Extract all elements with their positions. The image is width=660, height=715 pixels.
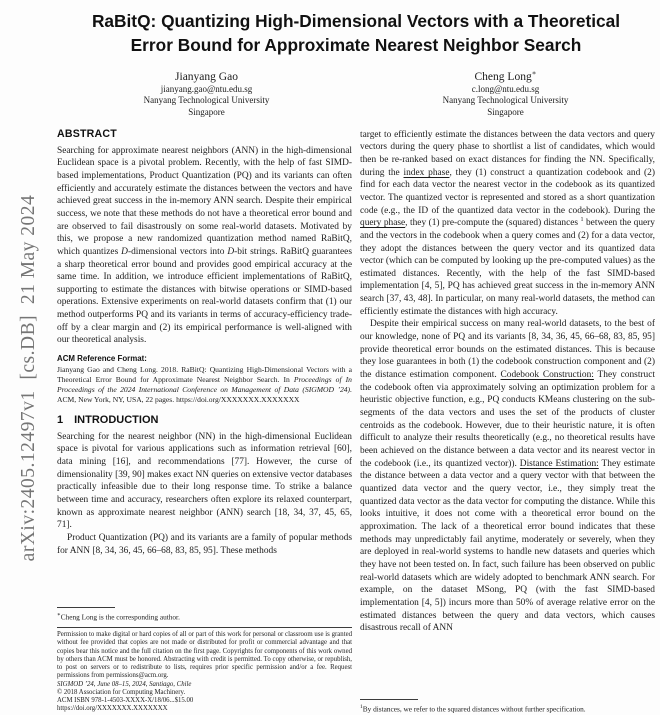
right-column (360, 126, 655, 714)
italic-term: D (121, 246, 128, 257)
text-segment: Jianyang Gao and Cheng Long. 2018. RaBitQ: Quantizing High-Dimensional Vectors with a Theoretical Error Bound for Approximate Nearest Neighbor Search. In (57, 365, 352, 385)
text-segment: Searching for approximate nearest neighbors (ANN) in the high-dimensional Euclidean space is a pivotal problem. Recently, with the help of fast SIMD-based implementations, Product Quantization (PQ) and its variants can often efficiently and accurately estimate the distances between the vectors and have achieved great success in the in-memory ANN search. Despite their empirical success, we note that these methods do not have a theoretical error bound and are observed to fail disastrously on some real-world datasets. Motivated by this, we propose a new randomized quantization method named RaBitQ, which quantizes (57, 145, 352, 257)
author-name (356, 66, 655, 84)
text-segment: They estimate the distance between a data vector and a query vector with that between the quantized data vector and the query vector, i.e., they simply treat the quantized data vector as the data vector for computing the distance. While this looks intuitive, it does not come with a theoretical error bound on the approximation. The lack of a theoretical error bound indicates that these methods may unpredictably fail anytime, moderately or severely, when they are deployed in real-world systems to handle new datasets and queries which they have not been tested on. In fact, such failure has been observed on public real-world datasets which are widely adopted to benchmark ANN search. For example, on the dataset MSong, PQ (with the fast SIMD-based implementation [4, 5]) incurs more than 50% of average relative error on the estimated distances between the query and data vectors, which causes disastrous recall of ANN (360, 458, 655, 634)
underlined-term: Distance Estimation: (519, 458, 599, 469)
italic-term: D (227, 246, 235, 257)
paper-title-line1: RaBitQ: Quantizing High-Dimensional Vectors with a Theoretical (91, 11, 621, 31)
acm-reference-text (57, 365, 352, 405)
text-segment: -dimensional vectors into (127, 246, 228, 257)
text-segment: -bit strings. RaBitQ guarantees a sharp theoretical error bound and provides good empirical accuracy at the same time. In addition, we introduce efficient implementations of RaBitQ, supporting to estimate the distances with bitwise operations or SIMD-based operations. Extensive experiments on real-world datasets confirm that (1) our method outperforms PQ and its variants in terms of accuracy-efficiency trade-off by a clear margin and (2) its empirical performance is well-aligned with our theoretical analysis. (57, 246, 352, 346)
footnote-rule (57, 607, 115, 608)
abstract-heading: ABSTRACT (57, 127, 117, 140)
footnote-text: By distances, we refer to the squared distances without further specification. (362, 704, 586, 714)
paper-content (57, 0, 655, 715)
two-column-layout (57, 126, 655, 714)
section-number: 1 (57, 413, 64, 426)
text-segment: They construct the codebook often via approximately solving an optimization problem for a heuristic objective function, e.g., PQ conducts KMeans clustering on the sub-segments of the data vectors and uses the set of the products of cluster centroids as the codebook. However, due to their heuristic nature, it is often difficult to analyze their results theoretically (e.g., no theoretical results have been achieved on the distance between a data vector and its nearest vector in the codebook (i.e., its quantized vector)). (360, 370, 655, 469)
underlined-term: index phase (403, 167, 450, 178)
author-name-text: Jianyang Gao (175, 70, 238, 83)
footnote-text: Cheng Long is the corresponding author. (60, 612, 180, 622)
author-2 (356, 66, 655, 119)
footnote-ref-mark: 1 (580, 217, 584, 224)
author-1 (57, 66, 356, 119)
arxiv-watermark: arXiv:2405.12497v1 [cs.DB] 21 May 2024 (18, 194, 39, 562)
footnote-mark: ∗ (57, 612, 61, 619)
permission-rule (57, 627, 352, 628)
intro-paragraph-2: Product Quantization (PQ) and its variants are a family of popular methods for ANN [8, 34, 36, 45, 66–68, 83, 85, 95]. These methods (57, 532, 352, 556)
paper-header (57, 0, 655, 119)
acm-reference-heading: ACM Reference Format: (57, 354, 147, 364)
text-segment: Despite their empirical success on many real-world datasets, to the best of our knowledge, none of PQ and its variants [8, 34, 36, 45, 66–68, 83, 85, 95] provide theoretical error bounds on the estimated distances. This is because they lose guarantees in both (1) the codebook construction component and (2) the distance estimation component. (360, 319, 655, 381)
permission-notice: Permission to make digital or hard copies of all or part of this work for personal or classroom use is granted without fee provided that copies are not made or distributed for profit or commercial advantage and that copies bear this notice and the full citation on the first page. Copyrights for components of this work owned by others than ACM must be honored. Abstracting with credit is permitted. To copy otherwise, or republish, to post on servers or to redistribute to lists, requires prior specific permission and/or a fee. Request permissions from permissions@acm.org. (57, 631, 352, 680)
text-segment: , they (1) construct a quantization codebook and (2) find for each data vector the nearest vector in the codebook as its quantized vector. The quantized vector is represented and stored as a short quantization code (e.g., the ID of the quantized data vector in the codebook). During the (360, 167, 655, 216)
venue-line: SIGMOD ’24, June 08–15, 2024, Santiago, Chile (57, 680, 192, 688)
intro-paragraph-1: Searching for the nearest neighbor (NN) in the high-dimensional Euclidean space is pivotal for various applications such as information retrieval [60], data mining [16], and recommendations [77]. However, the curse of dimensionality [39, 90] makes exact NN queries on extensive vector databases practically infeasible due to their long response time. To strike a balance between time and accuracy, researchers often explore its relaxed counterpart, known as approximate nearest neighbor (ANN) search [18, 34, 37, 45, 65, 71]. (57, 431, 352, 531)
copyright-line: © 2018 Association for Computing Machinery. (57, 688, 186, 696)
doi-link[interactable]: https://doi.org/XXXXXXX.XXXXXXX (176, 394, 300, 404)
author-email[interactable]: c.long@ntu.edu.sg (471, 83, 540, 94)
left-footer-block (57, 607, 352, 713)
text-segment: between the query and the vectors in the codebook when a query comes and (2) for a data vector, they adopt the distances between the query vector and its quantized data vector (which can be computed by looking up the pre-computed values) as the estimated distances. Recently, with the help of the fast SIMD-based implementation [4, 5], PQ has achieved great success in the in-memory ANN search [37, 43, 48]. In particular, on many real-world datasets, the method can efficiently estimate the distances with high accuracy. (360, 218, 655, 317)
footnote-mark: 1 (360, 703, 363, 710)
body-paragraph-2 (360, 318, 655, 634)
author-mark: ∗ (531, 69, 537, 77)
author-email[interactable]: jianyang.gao@ntu.edu.sg (160, 83, 253, 94)
author-affiliation: Nanyang Technological University (143, 95, 270, 106)
author-affiliation: Nanyang Technological University (442, 95, 569, 106)
text-segment: target to efficiently estimate the distances between the data vectors and query vectors during the query phase to shortlist a list of candidates, which would then be re-ranked based on exact distances for finding the NN. Specifically, during the (360, 129, 655, 178)
authors-block (57, 66, 655, 119)
text-segment: ACM, New York, NY, USA, 22 pages. (57, 394, 177, 404)
distances-footnote (360, 703, 655, 714)
underlined-term: query phase (360, 218, 406, 229)
body-paragraph-1 (360, 129, 655, 319)
arxiv-margin-strip (0, 0, 56, 715)
doi-line[interactable]: https://doi.org/XXXXXXX.XXXXXXX (57, 705, 168, 713)
right-footer-block (360, 699, 655, 714)
underlined-term: Codebook Construction: (500, 370, 594, 381)
author-location: Singapore (188, 107, 225, 118)
paper-title (57, 9, 655, 57)
left-column (57, 126, 352, 714)
abstract-paragraph (57, 145, 352, 348)
section-title: INTRODUCTION (74, 413, 159, 426)
author-location: Singapore (487, 107, 524, 118)
section-1-heading (57, 414, 352, 426)
proceedings-title: Proceedings of In Proceedings of the 2024 International Conference on Management of Data (SIGMOD ’24). (57, 375, 352, 394)
corresponding-author-note (57, 611, 352, 622)
isbn-line: ACM ISBN 978-1-4503-XXXX-X/18/06...$15.00 (57, 697, 194, 705)
author-name (57, 66, 356, 84)
paper-title-line2: Error Bound for Approximate Nearest Neighbor Search (130, 35, 582, 55)
author-name-text: Cheng Long (474, 70, 532, 83)
text-segment: , they (1) pre-compute the (squared) distances (405, 218, 581, 229)
footnote-rule (360, 699, 418, 700)
